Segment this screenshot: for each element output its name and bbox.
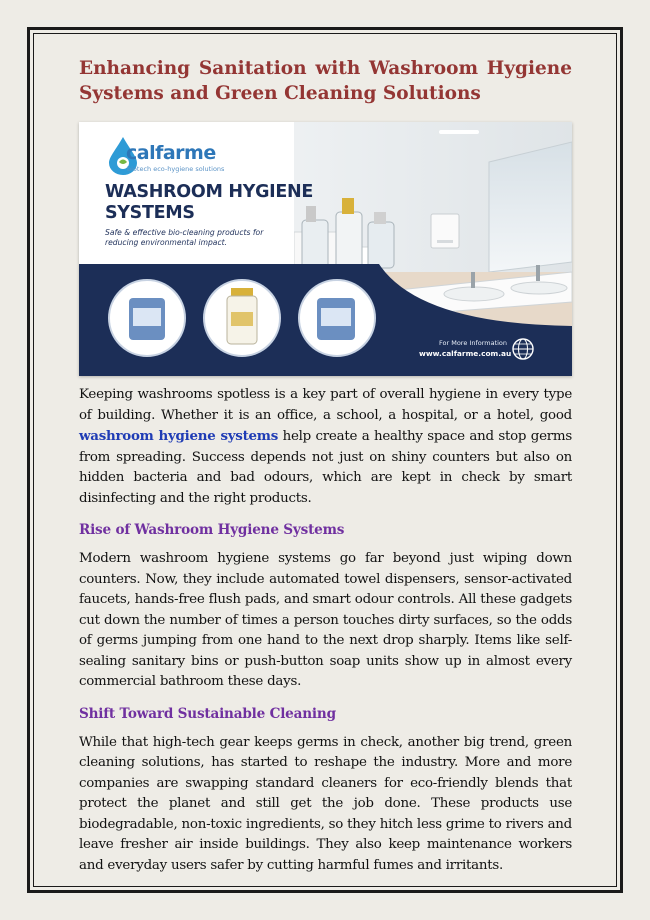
banner-tagline: Safe & effective bio-cleaning products for reducing environmental impact. [105,228,264,247]
headline-line-2: SYSTEMS [105,203,195,223]
brand-tagline: biotech eco-hygiene solutions [127,165,225,173]
section-paragraph-rise: Modern washroom hygiene systems go far beyond just wiping down counters. Now, they include automated towel dispensers, sensor-activated faucets, hands-free flush pads, and smart odour controls. All these gadgets cut down the number of times a person touches dirty surfaces, so the odds of germs jumping from one hand to the next drop sharply. Items like self-sealing sanitary bins or push-button soap units show up in almost every commercial bathroom these days. [79,551,572,689]
article-title: Enhancing Sanitation with Washroom Hygiene Systems and Green Cleaning Solutions [79,58,572,104]
product-circle-1 [109,280,185,356]
product-circle-3 [299,280,375,356]
brand-name: calfarme [126,142,216,164]
intro-paragraph [79,385,572,509]
product-circles [107,278,407,360]
product-circle-2 [204,280,280,356]
article [79,56,572,876]
globe-icon [512,338,534,360]
info-url[interactable]: www.calfarme.com.au [419,349,512,358]
headline-line-1: WASHROOM HYGIENE [105,182,313,202]
section-heading-shift: Shift Toward Sustainable Cleaning [79,705,336,722]
spray-bottles-image [294,192,404,272]
section-heading-rise: Rise of Washroom Hygiene Systems [79,522,345,538]
banner-headline [105,182,313,224]
section-paragraph-shift: While that high-tech gear keeps germs in check, another big trend, green cleaning solutions, has started to reshape the industry. More and more companies are swapping standard cleaners for eco-friendly blends that protect the planet and still get the job done. These products use biodegradable, non-toxic ingredients, so they hitch less grime to rivers and leave fresher air inside buildings. They also keep maintenance workers and everyday users safer by cutting harmful fumes and irritants. [79,734,572,873]
intro-text-before: Keeping washrooms spotless is a key part of overall hygiene in every type of building. Whether it is an office, a school, a hospital, or a hotel, good [79,387,572,423]
info-label: For More Information [439,339,508,347]
intro-text-after: help create a healthy space and stop germs from spreading. Success depends not just on shiny counters but also on hidden bacteria and bad odours, which are kept in check by smart disinfecting and the right products. [79,429,572,506]
banner-image [79,122,572,376]
washroom-hygiene-link[interactable]: washroom hygiene systems [79,428,279,444]
